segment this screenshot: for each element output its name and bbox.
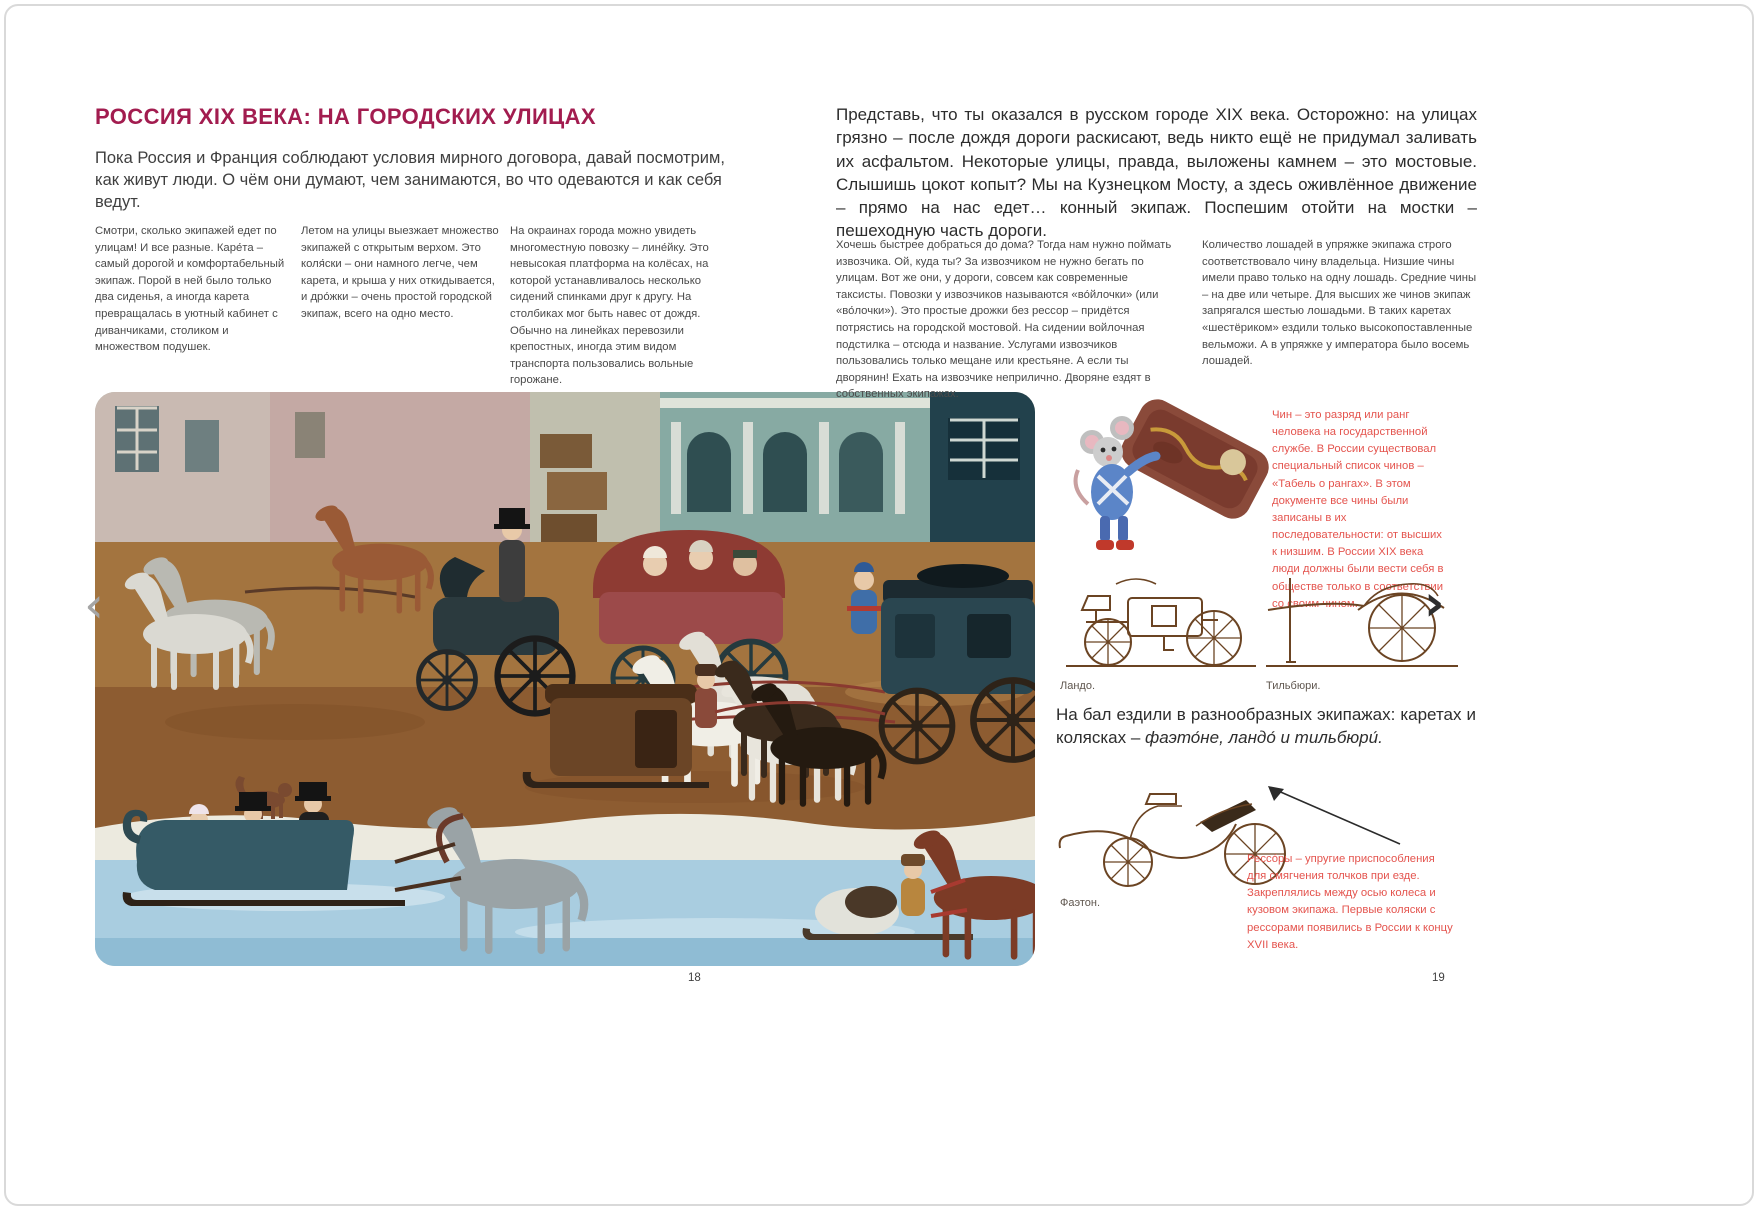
page-number-left: 18: [688, 972, 701, 984]
street-scene-illustration: [95, 392, 1035, 966]
mouse-mascot-illustration: [1070, 392, 1275, 562]
left-column-1: Смотри, сколько экипажей едет по улицам! И все разные. Каре́та – самый дорогой и комфортабельный экипаж. Порой в ней было только два сиденья, а иногда карета превращалась в уютный кабинет с диванчиками, столиком и множеством подушек.: [95, 225, 285, 354]
left-column-2: Летом на улицы выезжает множество экипажей с открытым верхом. Это коля́ски – они намного легче, чем карета, и крыша у них откидывается, и дро́жки – очень простой городской экипаж, всего на одно место.: [301, 225, 499, 320]
left-intro-paragraph: Пока Россия и Франция соблюдают условия мирного договора, давай посмотрим, как живут люди. О чём они думают, чем занимаются, во что одеваются и как себя ведут.: [95, 149, 725, 211]
right-intro-paragraph: Представь, что ты оказался в русском городе XIX века. Осторожно: на улицах грязно – после дождя дороги раскисают, ведь никто ещё не придумал заливать их асфальтом. Некоторые улицы, правда, выложены камнем – это мостовые. Слышишь цокот копыт? Мы на Кузнецком Мосту, а здесь оживлённое движение – прямо на нас едет… конный экипаж. Поспешим отойти на мостки – пешеходную часть дороги.: [836, 105, 1477, 241]
phaeton-caption: Фаэтон.: [1060, 897, 1101, 909]
lando-caption: Ландо.: [1060, 680, 1096, 692]
chin-note: Чин – это разряд или ранг человека на государственной службе. В России существовал специальный список чинов – «Табель о рангах». В этом документе все чины были записаны в их последовательности: от высших к низшим. В России XIX века люди должны были вести себя в обществе только в соответствии со своим чином.: [1272, 409, 1444, 610]
right-column-1: Хочешь быстрее добраться до дома? Тогда нам нужно поймать извозчика. Ой, куда ты? За извозчиком не нужно бегать по улицам. Вот же они, у дороги, совсем как современные таксисты. Повозки у извозчиков называются «во́йлочки» (или «во́лочки»). Это простые дрожки без рессор – придётся потрястись на городской мостовой. На сидении войлочная подстилка – отсюда и название. Услугами извозчиков пользовались только мещане или крестьяне. А если ты дворянин! Ехать на извозчике неприлично. Дворяне ездят в собственных экипажах.: [836, 239, 1172, 401]
previous-page-button[interactable]: ‹: [84, 576, 104, 634]
springs-arrow: [1262, 780, 1407, 852]
left-column-3: На окраинах города можно увидеть многоместную повозку – лине́йку. Это невысокая платформа на колёсах, на которой устанавливалось несколько сидений спинками друг к другу. На столбиках мог быть навес от дождя. Обычно на линейках перевозили крепостных, иногда этим видом транспорта пользовались вольные горожане.: [510, 225, 709, 387]
lando-sketch: [1056, 562, 1266, 674]
tilbury-caption: Тильбюри.: [1266, 680, 1321, 692]
page-number-right: 19: [1432, 972, 1445, 984]
ball-text-terms: фаэто́не, ландо́ и тильбюри́.: [1145, 728, 1383, 748]
springs-note: Рессо́ры – упругие приспособления для смягчения толчков при езде. Закреплялись между осью колеса и кузовом экипажа. Первые коляски с рессорами появились в России к концу XVII века.: [1247, 853, 1453, 951]
next-page-button[interactable]: ›: [1424, 574, 1445, 632]
page-title: РОССИЯ XIX ВЕКА: НА ГОРОДСКИХ УЛИЦАХ: [95, 104, 596, 129]
ball-carriages-text: [1056, 703, 1476, 750]
ball-text-normal: На бал ездили в разнообразных экипажах: каретах и колясках –: [1056, 705, 1476, 748]
street-scene-svg: [95, 392, 1035, 966]
right-column-2: Количество лошадей в упряжке экипажа строго соответствовало чину владельца. Низшие чины имели право только на одну лошадь. Средние чины – на две или четыре. Для высших же чинов экипаж запрягался шестью лошадьми. В таких каретах «шестёриком» ездили только высокопоставленные вельможи. А в упряжке у императора было восемь лошадей.: [1202, 239, 1477, 368]
